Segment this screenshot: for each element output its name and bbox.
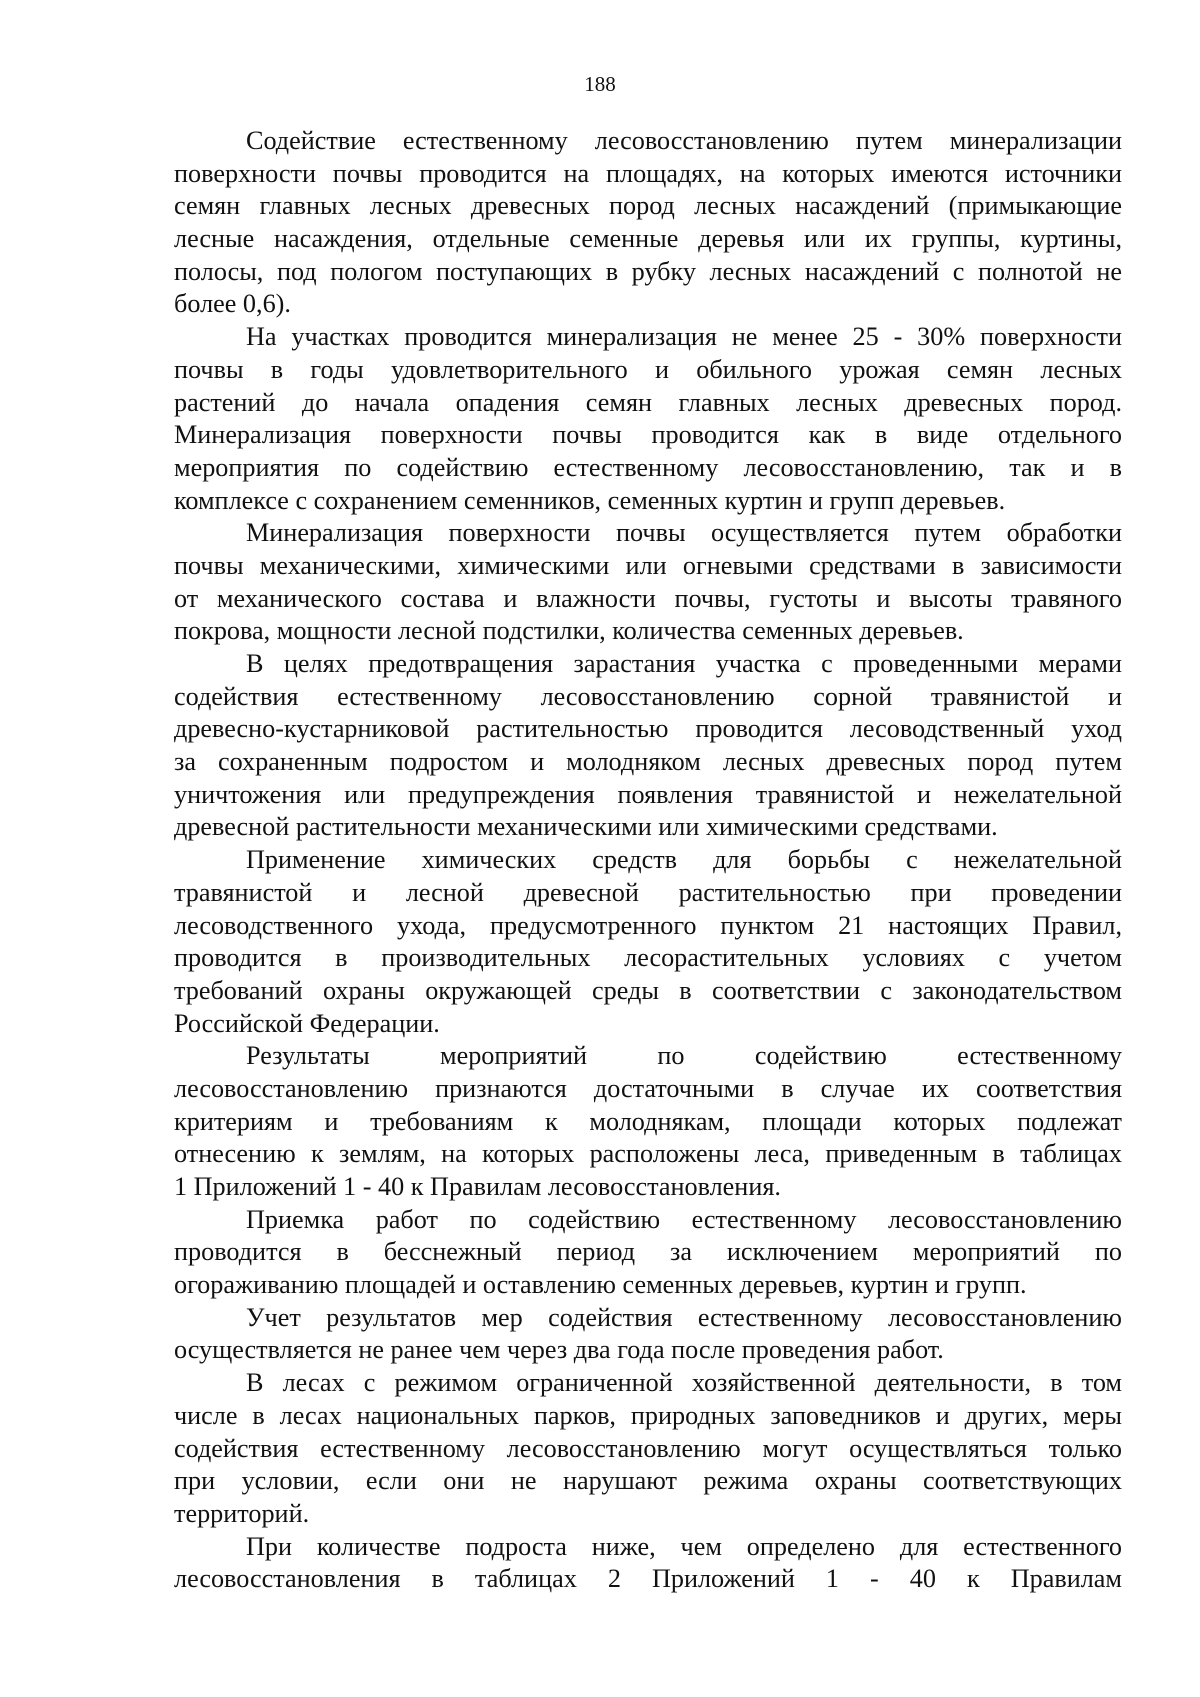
text-line: содействия естественному лесовосстановлению могут осуществляться только bbox=[174, 1433, 1122, 1463]
text-line: Приемка работ по содействию естественному лесовосстановлению bbox=[246, 1204, 1122, 1234]
text-line: критериям и требованиям к молоднякам, площади которых подлежат bbox=[174, 1106, 1122, 1136]
text-line: Учет результатов мер содействия естественному лесовосстановлению bbox=[246, 1302, 1122, 1332]
paragraph bbox=[174, 648, 1122, 844]
page-number: 188 bbox=[584, 72, 616, 96]
text-line: Применение химических средств для борьбы с нежелательной bbox=[246, 845, 1122, 875]
text-line: Минерализация поверхности почвы проводится как в виде отдельного bbox=[174, 420, 1122, 450]
text-line: почвы механическими, химическими или огневыми средствами в зависимости bbox=[174, 550, 1122, 580]
text-line: древесной растительности механическими или химическими средствами. bbox=[174, 812, 998, 842]
document-body bbox=[174, 125, 1122, 1596]
text-line: Российской Федерации. bbox=[174, 1008, 440, 1038]
text-line: за сохраненным подростом и молодняком лесных древесных пород путем bbox=[174, 747, 1122, 777]
text-line: Минерализация поверхности почвы осуществляется путем обработки bbox=[246, 518, 1122, 548]
text-line: растений до начала опадения семян главных лесных древесных пород. bbox=[174, 387, 1122, 417]
text-line: На участках проводится минерализация не менее 25 - 30% поверхности bbox=[246, 322, 1122, 352]
text-line: требований охраны окружающей среды в соответствии с законодательством bbox=[174, 975, 1122, 1005]
text-line: отнесению к землям, на которых расположены леса, приведенным в таблицах bbox=[174, 1139, 1122, 1169]
paragraph bbox=[174, 1302, 1122, 1367]
text-line: лесные насаждения, отдельные семенные деревья или их группы, куртины, bbox=[174, 224, 1122, 254]
text-line: В целях предотвращения зарастания участка с проведенными мерами bbox=[246, 649, 1122, 678]
text-line: мероприятия по содействию естественному лесовосстановлению, так и в bbox=[174, 452, 1122, 482]
paragraph bbox=[174, 517, 1122, 648]
text-line: почвы в годы удовлетворительного и обильного урожая семян лесных bbox=[174, 354, 1122, 384]
text-line: проводится в бесснежный период за исключением мероприятий по bbox=[174, 1237, 1122, 1267]
text-line: более 0,6). bbox=[174, 289, 291, 319]
text-line: травянистой и лесной древесной растительностью при проведении bbox=[174, 877, 1122, 907]
paragraph bbox=[174, 1367, 1122, 1530]
text-line: огораживанию площадей и оставлению семенных деревьев, куртин и групп. bbox=[174, 1270, 1027, 1300]
text-line: Результаты мероприятий по содействию естественному bbox=[246, 1041, 1122, 1071]
text-line: 1 Приложений 1 - 40 к Правилам лесовосстановления. bbox=[174, 1172, 781, 1201]
paragraph bbox=[174, 1531, 1122, 1596]
text-line: числе в лесах национальных парков, природных заповедников и других, меры bbox=[174, 1400, 1122, 1430]
paragraph bbox=[174, 125, 1122, 321]
text-line: содействия естественному лесовосстановлению сорной травянистой и bbox=[174, 681, 1122, 711]
paragraph bbox=[174, 844, 1122, 1040]
text-line: В лесах с режимом ограниченной хозяйственной деятельности, в том bbox=[246, 1368, 1122, 1398]
text-line: комплексе с сохранением семенников, семенных куртин и групп деревьев. bbox=[174, 485, 1006, 515]
paragraph bbox=[174, 1040, 1122, 1203]
text-line: древесно-кустарниковой растительностью проводится лесоводственный уход bbox=[174, 714, 1122, 744]
text-line: покрова, мощности лесной подстилки, количества семенных деревьев. bbox=[174, 616, 964, 646]
text-line: осуществляется не ранее чем через два года после проведения работ. bbox=[174, 1335, 944, 1365]
text-line: поверхности почвы проводится на площадях, на которых имеются источники bbox=[174, 158, 1122, 188]
text-line: лесоводственного ухода, предусмотренного пунктом 21 настоящих Правил, bbox=[174, 910, 1122, 940]
text-line: территорий. bbox=[174, 1498, 310, 1528]
text-line: проводится в производительных лесорастительных условиях с учетом bbox=[174, 943, 1122, 973]
paragraph bbox=[174, 1204, 1122, 1302]
text-line: семян главных лесных древесных пород лесных насаждений (примыкающие bbox=[174, 191, 1122, 221]
text-line: от механического состава и влажности почвы, густоты и высоты травяного bbox=[174, 583, 1122, 613]
text-line: уничтожения или предупреждения появления травянистой и нежелательной bbox=[174, 779, 1122, 809]
text-line: Содействие естественному лесовосстановлению путем минерализации bbox=[246, 126, 1122, 155]
text-line: лесовосстановления в таблицах 2 Приложений 1 - 40 к Правилам bbox=[174, 1564, 1122, 1594]
paragraph bbox=[174, 321, 1122, 517]
text-line: полосы, под пологом поступающих в рубку лесных насаждений с полнотой не bbox=[174, 256, 1122, 286]
text-line: лесовосстановлению признаются достаточными в случае их соответствия bbox=[174, 1073, 1122, 1103]
text-line: при условии, если они не нарушают режима охраны соответствующих bbox=[174, 1466, 1122, 1496]
text-line: При количестве подроста ниже, чем определено для естественного bbox=[246, 1531, 1122, 1561]
